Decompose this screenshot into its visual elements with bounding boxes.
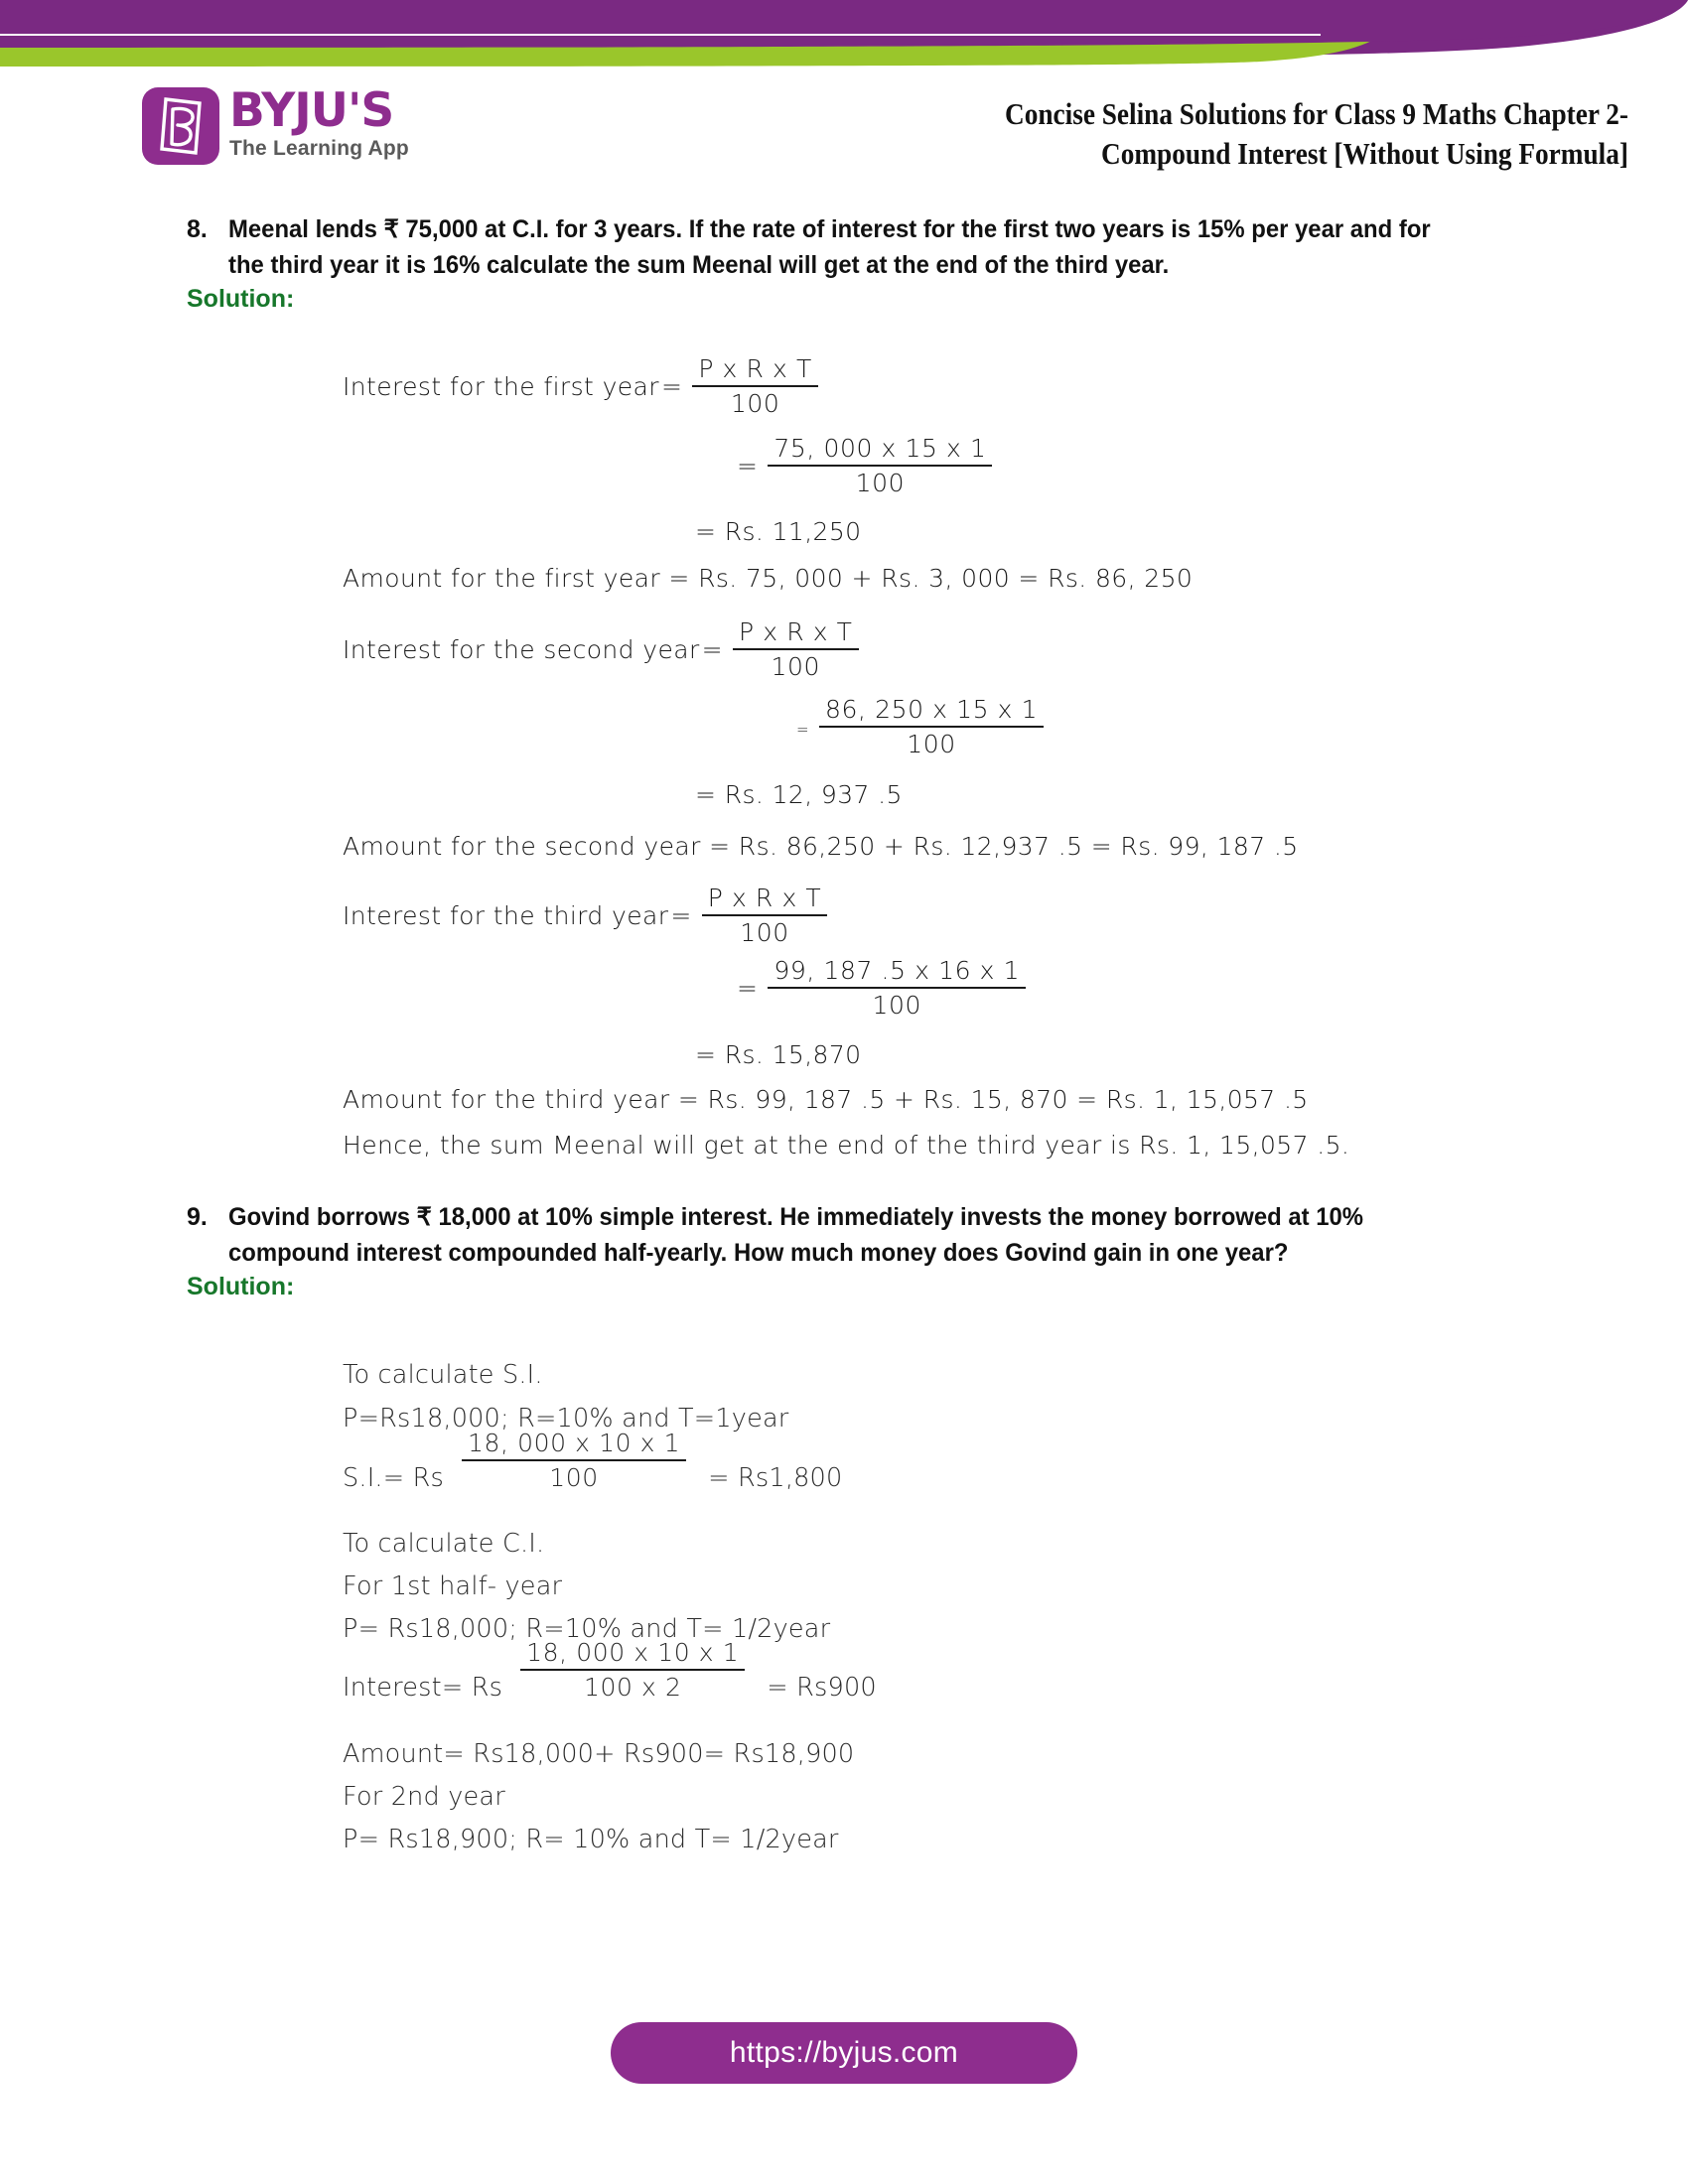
q9-step-si-calculation (343, 1429, 843, 1510)
q9-step-to-calculate-ci: To calculate C.I. (343, 1529, 545, 1559)
q9-step-amount-first-half: Amount= Rs18,000+ Rs900= Rs18,900 (343, 1739, 855, 1769)
question-8-text: Meenal lends ₹ 75,000 at C.I. for 3 years. If the rate of interest for the first two years is 15% per year and for the third year it is 16% calculate the sum Meenal will get at the end of the third year. (228, 215, 1431, 279)
q9-l3-prefix: S.I.= Rs (343, 1463, 444, 1493)
question-8-row (187, 212, 1507, 284)
q8-l1-denominator: 100 (730, 389, 780, 418)
q8-step-second-year-interest-result: = Rs. 12, 937 .5 (695, 780, 903, 809)
page-title-line-2: Compound Interest [Without Using Formula] (1100, 136, 1628, 172)
q9-step-interest-calculation (343, 1638, 877, 1719)
q8-l9-label: Interest for the third year (343, 900, 669, 930)
byjus-logo (142, 83, 409, 165)
question-9-row (187, 1200, 1507, 1272)
q8-step-second-year-substitution (794, 695, 1048, 758)
q9-l3-fraction (462, 1429, 686, 1492)
byjus-url-label: https://byjus.com (729, 2036, 959, 2069)
q8-l5-numerator: P x R x T (739, 617, 853, 646)
q8-l5-denominator: 100 (771, 652, 821, 681)
question-8-solution-label: Solution: (187, 284, 295, 313)
q8-l6-equals: = (796, 721, 809, 739)
q8-l2-denominator: 100 (855, 469, 906, 497)
question-8-number: 8. (187, 215, 208, 243)
byjus-url-button[interactable] (611, 2022, 1077, 2084)
question-9-text: Govind borrows ₹ 18,000 at 10% simple interest. He immediately invests the money borrowed at 10% compound interest compounded half-yearly. How much money does Govind gain in one year? (228, 1203, 1364, 1267)
header-decorative-bands (0, 0, 1688, 69)
q8-l5-label: Interest for the second year (343, 634, 700, 664)
header-band-svg (0, 0, 1688, 69)
q8-l5-equals: = (701, 634, 724, 664)
question-9-block (187, 1200, 1507, 1301)
q8-l1-fraction (692, 354, 818, 418)
page-title-line-1: Concise Selina Solutions for Class 9 Maths Chapter 2- (1004, 96, 1628, 131)
q9-step-second-year: For 2nd year (343, 1782, 505, 1812)
q8-l9-equals: = (670, 900, 692, 930)
q8-step-third-year-substitution (735, 956, 1030, 1020)
q8-l6-denominator: 100 (907, 730, 956, 758)
q8-l1-numerator: P x R x T (698, 354, 812, 383)
q8-l9-fraction (702, 884, 828, 947)
q8-step-amount-first-year: Amount for the first year = Rs. 75, 000 + Rs. 3, 000 = Rs. 86, 250 (343, 564, 1194, 593)
question-9-number: 9. (187, 1203, 208, 1231)
q8-conclusion: Hence, the sum Meenal will get at the end of the third year is Rs. 1, 15,057 .5. (343, 1131, 1350, 1160)
q8-l1-label: Interest for the first year (343, 371, 659, 401)
q9-l7-result: = Rs900 (767, 1673, 877, 1703)
q8-step-first-year-interest-result: = Rs. 11,250 (695, 517, 862, 546)
q9-l3-denominator: 100 (549, 1463, 599, 1492)
q8-l9-numerator: P x R x T (707, 884, 822, 912)
q8-step-interest-second-year (343, 617, 863, 681)
q8-step-amount-second-year: Amount for the second year = Rs. 86,250 + Rs. 12,937 .5 = Rs. 99, 187 .5 (343, 832, 1299, 861)
q8-l10-denominator: 100 (872, 991, 921, 1020)
q8-l5-fraction (733, 617, 859, 681)
question-9-solution-label: Solution: (187, 1272, 295, 1300)
q9-step-to-calculate-si: To calculate S.I. (343, 1360, 543, 1390)
q8-step-interest-third-year (343, 884, 831, 947)
q9-l7-fraction (520, 1638, 745, 1702)
q8-l9-denominator: 100 (740, 918, 789, 947)
q9-step-si-given: P=Rs18,000; R=10% and T=1year (343, 1404, 789, 1433)
byjus-logo-mark (142, 87, 219, 165)
q9-l3-result: = Rs1,800 (708, 1463, 843, 1493)
q8-step-interest-first-year (343, 354, 822, 418)
q8-l10-equals: = (737, 973, 759, 1003)
q8-l2-equals: = (737, 451, 759, 480)
q8-l6-fraction (819, 695, 1044, 758)
q8-l10-numerator: 99, 187 .5 x 16 x 1 (774, 956, 1021, 985)
q8-step-third-year-interest-result: = Rs. 15,870 (695, 1040, 862, 1069)
logo-wordmark: BYJU'S (229, 83, 394, 138)
q9-l3-numerator: 18, 000 x 10 x 1 (468, 1429, 681, 1457)
q8-l2-fraction (768, 434, 992, 497)
q8-step-first-year-substitution (735, 434, 996, 497)
q8-step-amount-third-year: Amount for the third year = Rs. 99, 187 .5 + Rs. 15, 870 = Rs. 1, 15,057 .5 (343, 1085, 1309, 1114)
q9-l7-denominator: 100 x 2 (583, 1673, 682, 1702)
q9-step-first-half-given: P= Rs18,000; R=10% and T= 1/2year (343, 1614, 831, 1644)
white-gap-line (0, 34, 1321, 36)
q8-l2-numerator: 75, 000 x 15 x 1 (774, 434, 987, 463)
q8-l6-numerator: 86, 250 x 15 x 1 (824, 695, 1039, 724)
page-title (667, 94, 1628, 175)
logo-tagline: The Learning App (229, 136, 409, 160)
question-8-block (187, 212, 1507, 314)
q9-l7-prefix: Interest= Rs (343, 1673, 503, 1703)
q9-step-first-half-year: For 1st half- year (343, 1571, 563, 1601)
q9-step-second-half-given: P= Rs18,900; R= 10% and T= 1/2year (343, 1825, 839, 1854)
q9-l7-numerator: 18, 000 x 10 x 1 (526, 1638, 740, 1667)
q8-l10-fraction (768, 956, 1026, 1020)
logo-b-icon (142, 87, 219, 165)
q8-l1-equals: = (660, 371, 683, 401)
